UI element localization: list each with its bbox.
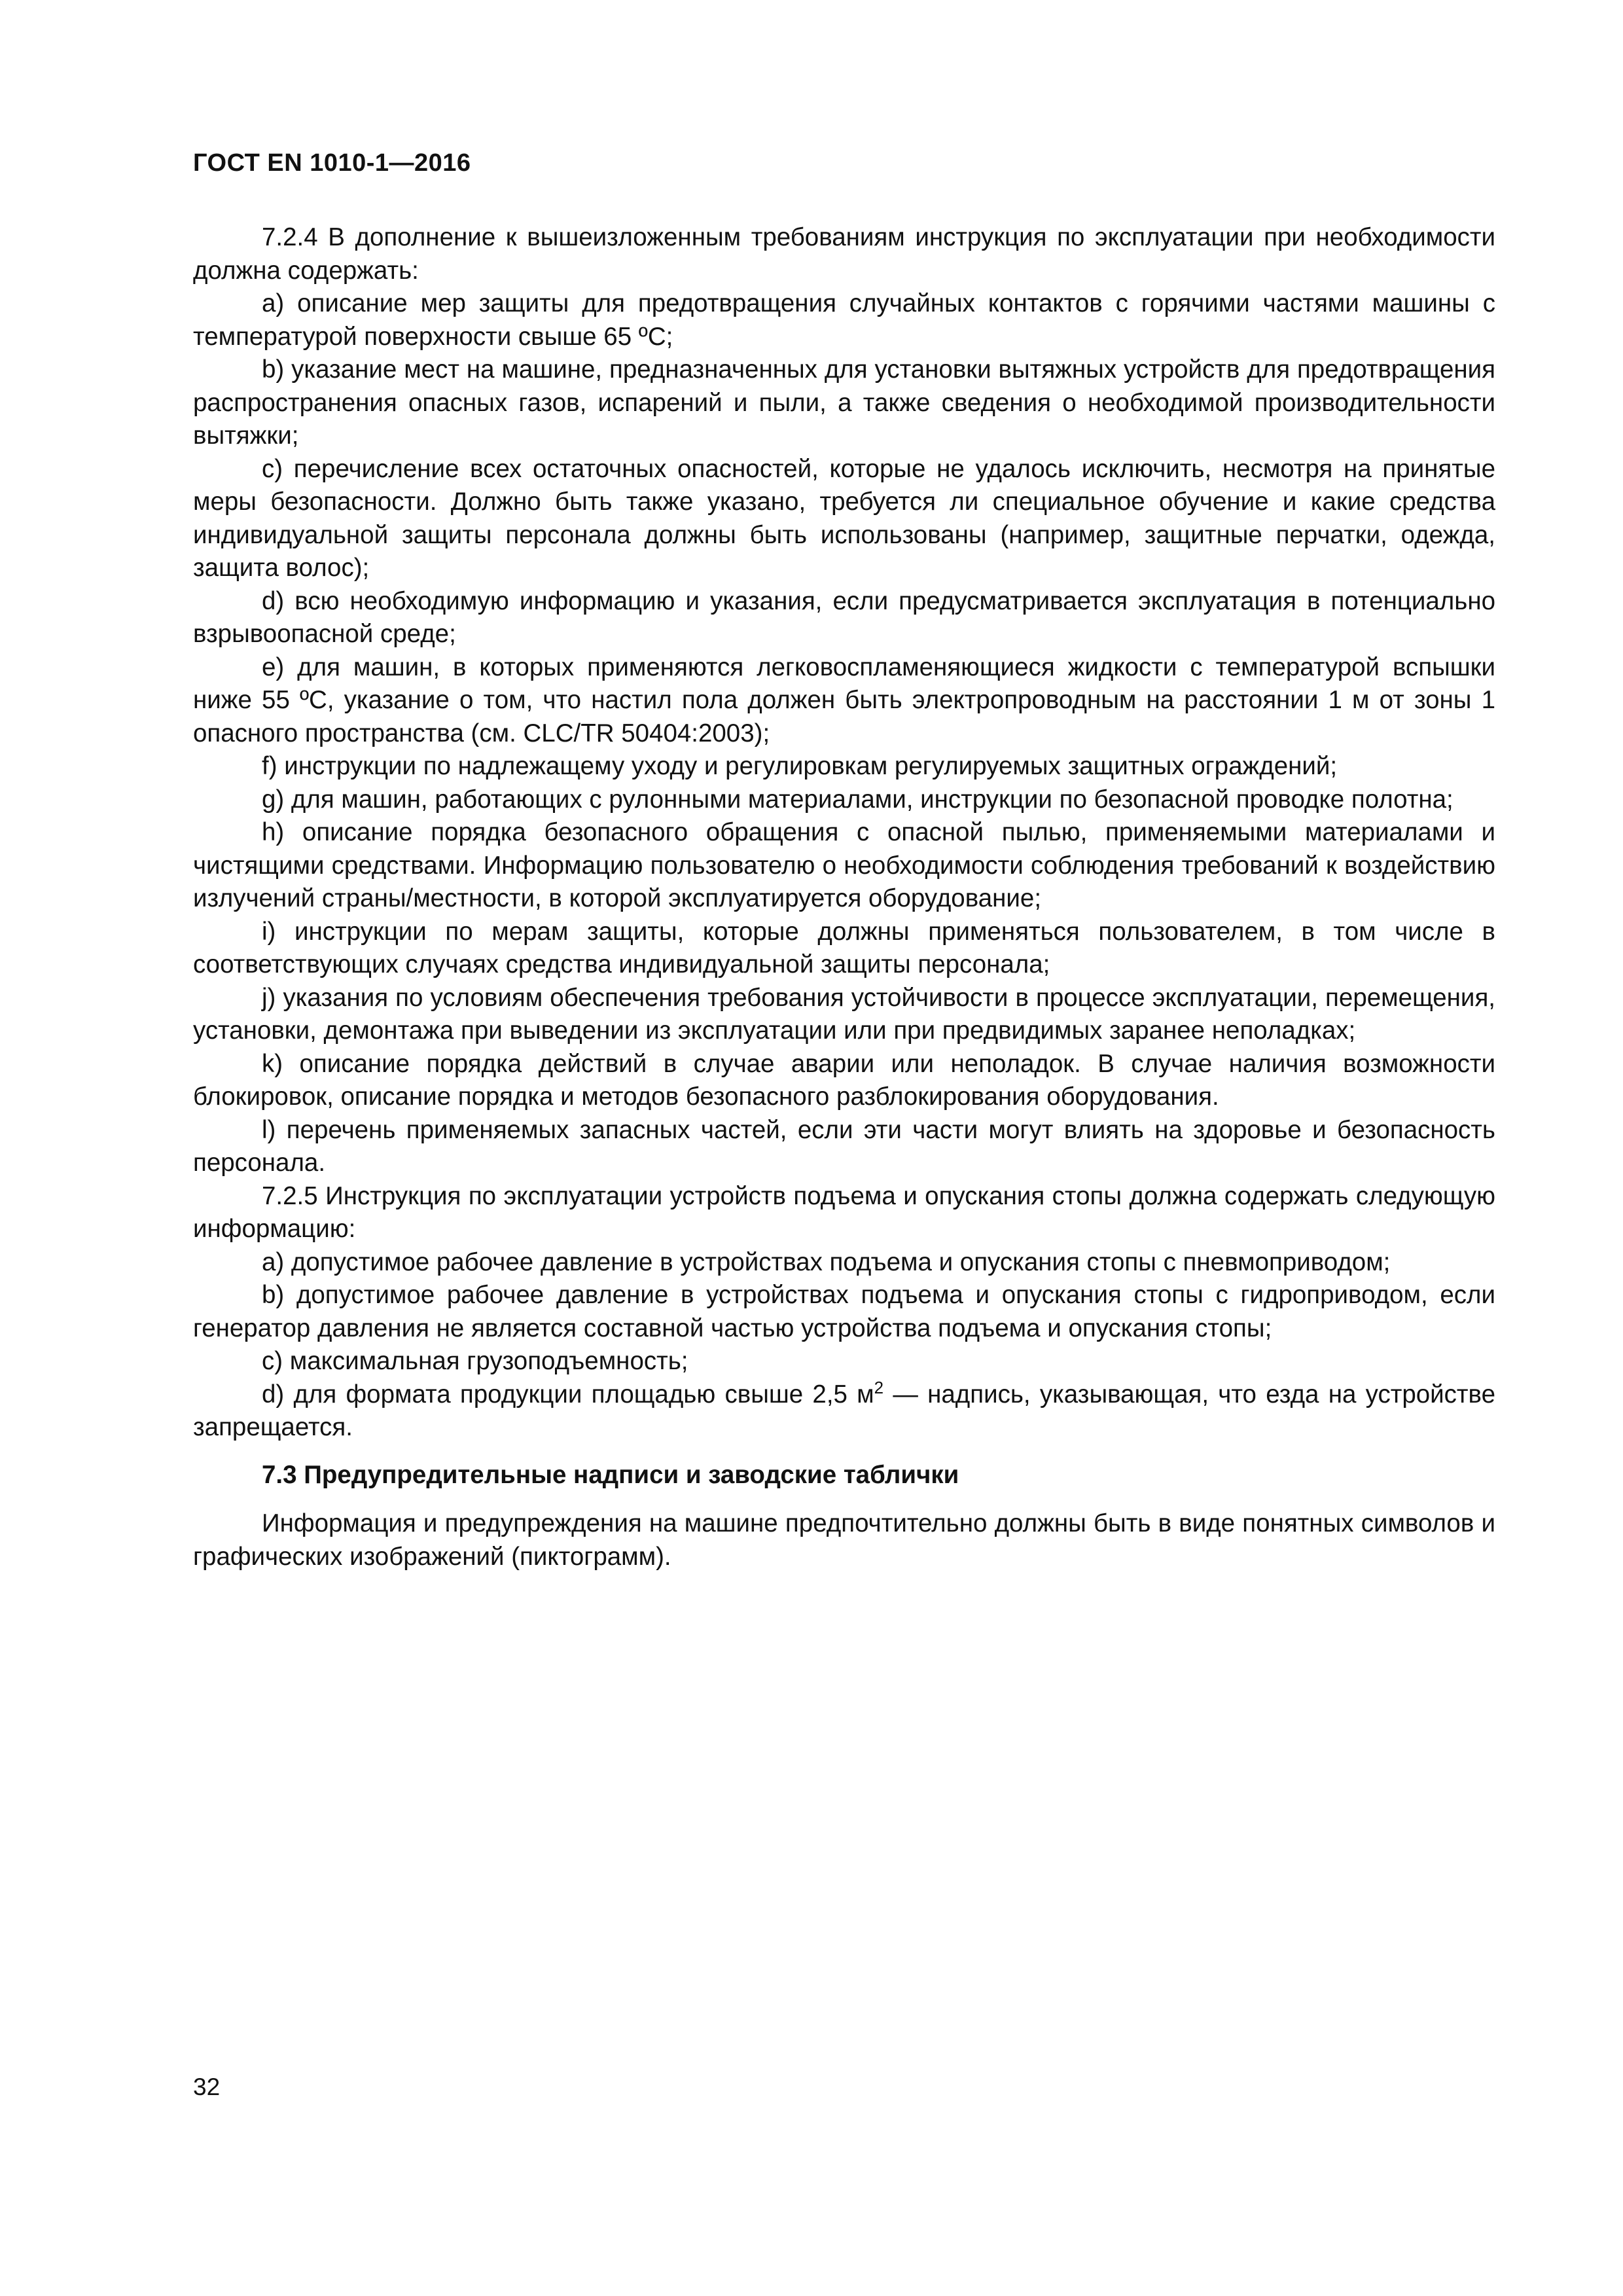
list-item-d: d) всю необходимую информацию и указания, если предусматривается эксплуатация в потенциально взрывоопасной среде; [193, 586, 1495, 648]
list-item-i: i) инструкции по мерам защиты, которые должны применяться пользователем, в том числе в соответствующих случаях средства индивидуальной защиты персонала; [193, 917, 1495, 978]
list-item-g: g) для машин, работающих с рулонными материалами, инструкции по безопасной проводке полотна; [262, 785, 1454, 814]
list-item-h: h) описание порядка безопасного обращения с опасной пылью, применяемыми материалами и чистящими средствами. Информацию пользователю о необходимости соблюдения требований к воздействию излучений страны/местности, в которой эксплуатируется оборудование; [193, 818, 1495, 912]
list-item-k: k) описание порядка действий в случае аварии или неполадок. В случае наличия возможности блокировок, описание порядка и методов безопасного разблокирования оборудования. [193, 1049, 1495, 1111]
list-item-d-2-text-end: — надпись, указывающая, что езда на устройстве запрещается. [193, 1380, 1495, 1441]
list-item-l: l) перечень применяемых запасных частей, если эти части могут влиять на здоровье и безопасность персонала. [193, 1115, 1495, 1177]
list-item-c-2: c) максимальная грузоподъемность; [262, 1347, 688, 1375]
document-code-header: ГОСТ EN 1010-1—2016 [193, 149, 471, 177]
superscript-two: 2 [874, 1377, 884, 1397]
section-heading-7-3: 7.3 Предупредительные надписи и заводские таблички [262, 1460, 959, 1489]
paragraph-7-2-4: 7.2.4 В дополнение к вышеизложенным требованиям инструкция по эксплуатации при необходимости должна содержать: [193, 223, 1495, 285]
page-number: 32 [193, 2073, 221, 2100]
list-item-f: f) инструкции по надлежащему уходу и регулировкам регулируемых защитных ограждений; [262, 752, 1338, 780]
section-7-3-text: Информация и предупреждения на машине предпочтительно должны быть в виде понятных символов и графических изображений (пиктограмм). [193, 1509, 1495, 1571]
list-item-b-2: b) допустимое рабочее давление в устройствах подъема и опускания стопы с гидроприводом, если генератор давления не является составной частью устройства подъема и опускания стопы; [193, 1281, 1495, 1342]
list-item-e: e) для машин, в которых применяются легковоспламеняющиеся жидкости с температурой вспышки ниже 55 ºC, указание о том, что настил пола должен быть электропроводным на расстоянии 1 м от зоны 1 опасного пространства (см. CLC/TR 50404:2003); [193, 653, 1495, 747]
list-item-c: c) перечисление всех остаточных опасностей, которые не удалось исключить, несмотря на принятые меры безопасности. Должно быть также указано, требуется ли специальное обучение и какие средства индивидуальной защиты персонала должны быть использованы (например, защитные перчатки, одежда, защита волос); [193, 454, 1495, 582]
document-body [193, 221, 1495, 1573]
list-item-j: j) указания по условиям обеспечения требования устойчивости в процессе эксплуатации, перемещения, установки, демонтажа при выведении из эксплуатации или при предвидимых заранее неполадках; [193, 983, 1495, 1045]
list-item-b: b) указание мест на машине, предназначенных для установки вытяжных устройств для предотвращения распространения опасных газов, испарений и пыли, а также сведения о необходимой производительности вытяжки; [193, 355, 1495, 450]
list-item-a: a) описание мер защиты для предотвращения случайных контактов с горячими частями машины с температурой поверхности свыше 65 ºC; [193, 289, 1495, 351]
paragraph-7-2-5: 7.2.5 Инструкция по эксплуатации устройств подъема и опускания стопы должна содержать следующую информацию: [193, 1181, 1495, 1243]
list-item-d-2 [193, 1378, 1495, 1444]
list-item-d-2-text: d) для формата продукции площадью свыше 2,5 м [262, 1380, 874, 1408]
list-item-a-2: a) допустимое рабочее давление в устройствах подъема и опускания стопы с пневмоприводом; [262, 1247, 1391, 1276]
